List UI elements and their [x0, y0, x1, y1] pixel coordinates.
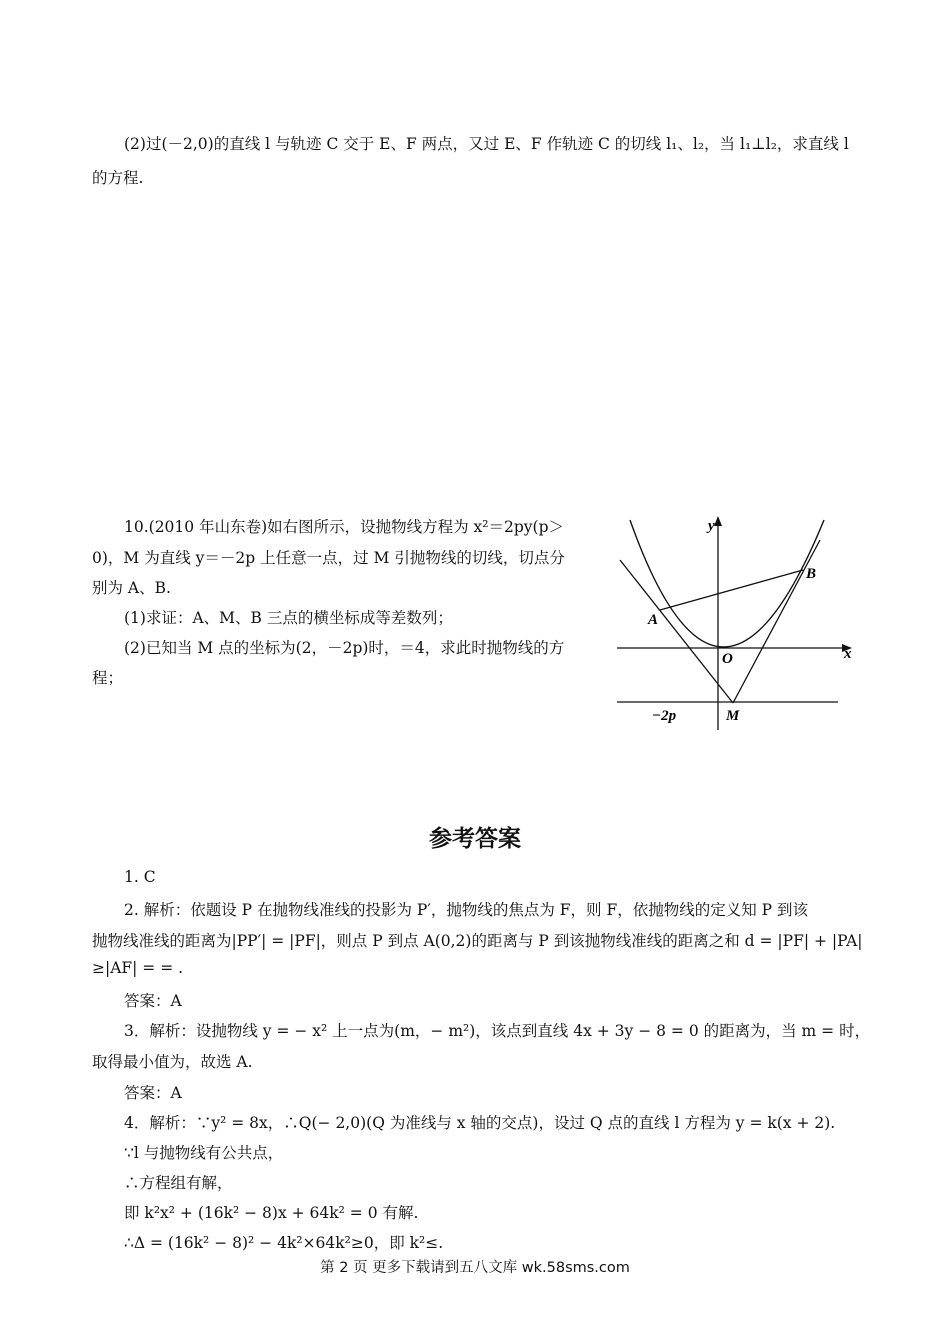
answer-2-line2: 抛物线准线的距离为|PP′| = |PF|，则点 P 到点 A(0,2)的距离与 P 到该抛物线准线的距离之和 d = |PF| + |PA| [92, 932, 863, 950]
answers-title: 参考答案 [429, 826, 521, 852]
q10-line1: 10.(2010 年山东卷)如右图所示，设抛物线方程为 x²＝2py(p＞ [124, 518, 565, 536]
q10-line3: 别为 A、B. [92, 579, 171, 597]
answer-4-line1: 4．解析：∵y² = 8x，∴Q(− 2,0)(Q 为准线与 x 轴的交点)，设过 Q 点的直线 l 方程为 y = k(x + 2). [124, 1114, 836, 1132]
answer-3-line2: 取得最小值为，故选 A. [92, 1053, 253, 1071]
point-A-label: A [648, 612, 659, 628]
answer-4-line2: ∵l 与抛物线有公共点， [124, 1144, 284, 1162]
parabola-figure [612, 512, 864, 732]
answer-2-line1: 2. 解析：依题设 P 在抛物线准线的投影为 P′，抛物线的焦点为 F，则 F，依抛物线的定义知 P 到该 [124, 901, 809, 919]
line-value-label: −2p [652, 708, 677, 724]
point-B-label: B [806, 566, 817, 582]
q9-part2-line1: (2)过(－2,0)的直线 l 与轨迹 C 交于 E、F 两点，又过 E、F 作轨迹 C 的切线 l₁、l₂，当 l₁⊥l₂，求直线 l [124, 135, 849, 153]
answer-1: 1. C [124, 868, 156, 886]
answer-4-line5: ∴Δ = (16k² − 8)² − 4k²×64k²≥0，即 k²≤. [124, 1234, 444, 1252]
x-axis-label: x [844, 646, 852, 662]
q10-part2a: (2)已知当 M 点的坐标为(2，－2p)时，＝4，求此时抛物线的方 [124, 639, 565, 657]
origin-label: O [722, 651, 733, 667]
answer-3-line1: 3．解析：设抛物线 y = − x² 上一点为(m，− m²)，该点到直线 4x + 3y − 8 = 0 的距离为，当 m = 时， [124, 1022, 871, 1040]
q9-part2-line2: 的方程. [92, 169, 144, 187]
parabola-curve [630, 520, 824, 647]
answer-2-result: 答案：A [124, 992, 182, 1010]
answer-4-line3: ∴方程组有解， [124, 1174, 233, 1192]
q10-line2: 0)，M 为直线 y＝－2p 上任意一点，过 M 引抛物线的切线，切点分 [92, 549, 565, 567]
answer-2-line3: ≥|AF| = = . [92, 959, 184, 977]
q10-part2b: 程； [92, 669, 124, 687]
page-footer: 第 2 页 更多下载请到五八文库 wk.58sms.com [320, 1260, 630, 1276]
y-axis-arrow [714, 516, 722, 526]
tangent-line-B [733, 540, 820, 703]
q10-part1: (1)求证：A、M、B 三点的横坐标成等差数列； [124, 609, 453, 627]
answer-4-line4: 即 k²x² + (16k² − 8)x + 64k² = 0 有解. [124, 1204, 419, 1222]
tangent-line-A [620, 560, 733, 703]
y-axis-label: y [708, 518, 715, 534]
point-M-label: M [726, 708, 740, 724]
answer-3-result: 答案：A [124, 1084, 182, 1102]
